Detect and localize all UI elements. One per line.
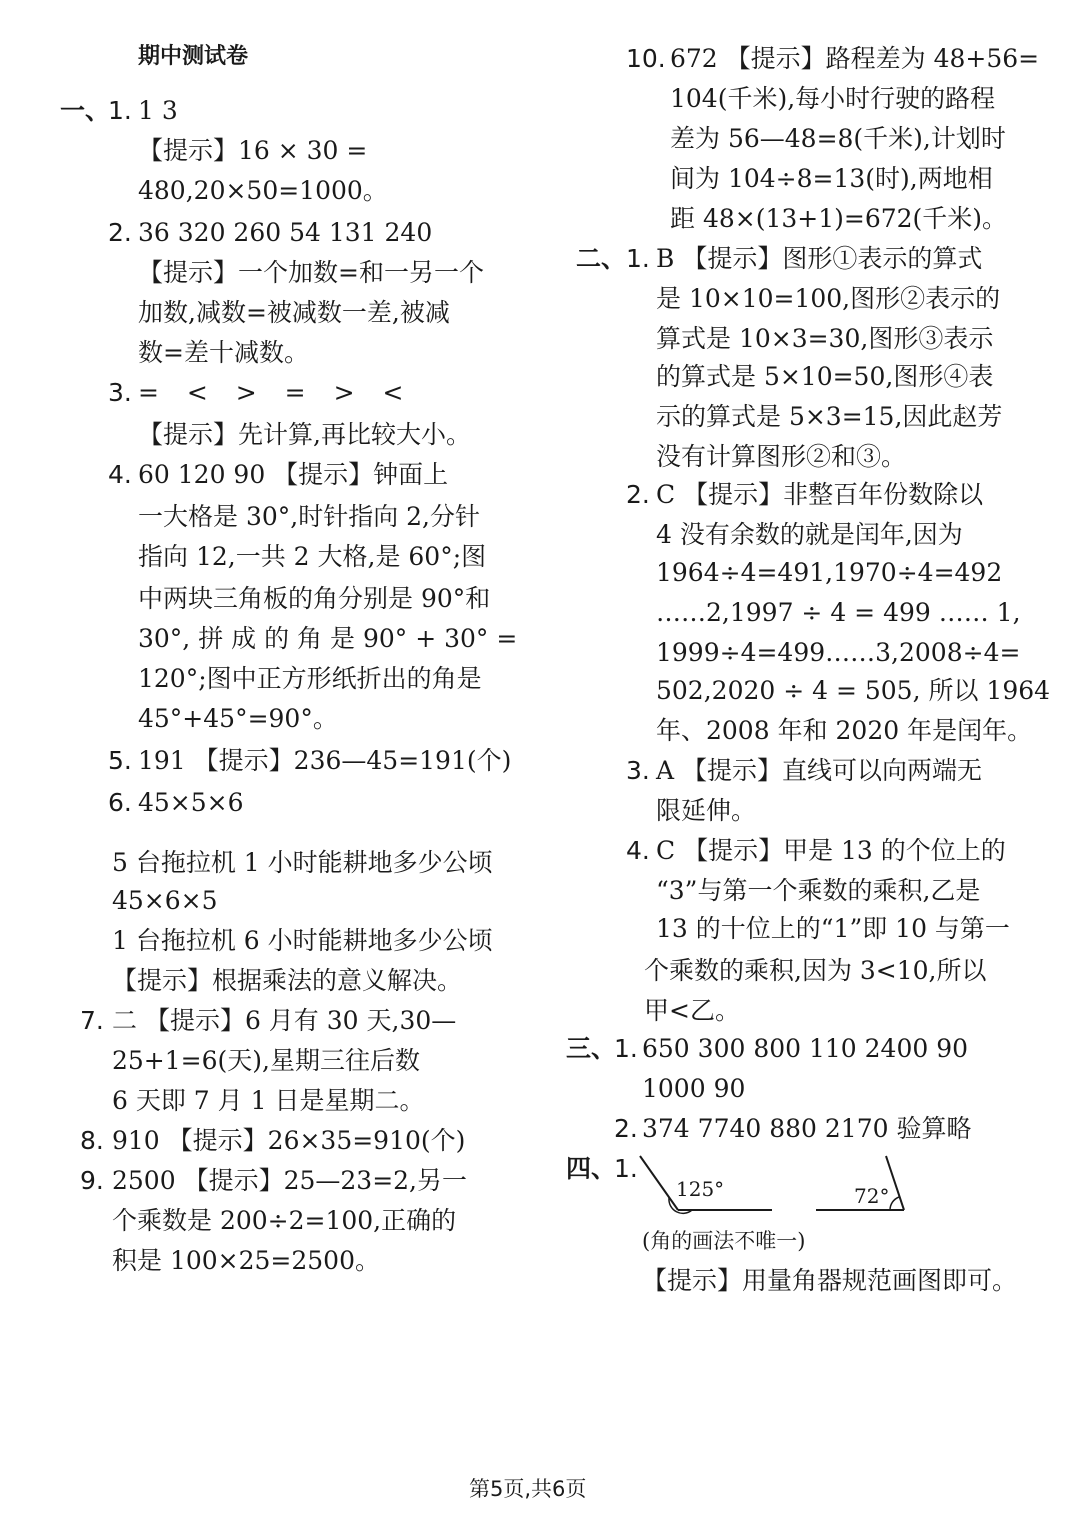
- page-title: 期中测试卷: [138, 44, 249, 69]
- q10-answer: 672 【提示】路程差为 48+56=: [670, 44, 1040, 73]
- s2q2-hint: ……2,1997 ÷ 4 = 499 …… 1,: [656, 598, 1021, 627]
- s2q2-hint: 4 没有余数的就是闰年,因为: [656, 520, 963, 549]
- q6-hint: 【提示】根据乘法的意义解决。: [112, 966, 463, 995]
- s4q1-number: 1.: [614, 1154, 638, 1183]
- q8-answer: 910 【提示】26×35=910(个): [112, 1126, 466, 1155]
- angle-72-figure: [816, 1156, 904, 1210]
- q8-number: 8.: [80, 1126, 104, 1155]
- section-1-label: 一、: [60, 96, 111, 125]
- q1-number: 1.: [108, 96, 132, 125]
- s2q1-hint: 没有计算图形②和③。: [656, 442, 907, 471]
- q2-hint: 数=差十减数。: [138, 338, 309, 367]
- q2-answer: 36 320 260 54 131 240: [138, 218, 433, 247]
- q7-hint: 6 天即 7 月 1 日是星期二。: [112, 1086, 425, 1115]
- q4-hint: 45°+45°=90°。: [138, 704, 338, 733]
- s2q1-hint: 算式是 10×3=30,图形③表示: [656, 324, 994, 353]
- q6-answer-alt: 45×6×5: [112, 886, 218, 915]
- q1-hint: 480,20×50=1000。: [138, 176, 388, 205]
- q7-hint: 25+1=6(天),星期三往后数: [112, 1046, 420, 1075]
- s4q1-hint: 【提示】用量角器规范画图即可。: [642, 1266, 1018, 1295]
- s3q2-number: 2.: [614, 1114, 638, 1143]
- section-2-label: 二、: [576, 244, 627, 273]
- s3q1-answer: 650 300 800 110 2400 90: [642, 1034, 969, 1063]
- q4-hint: 120°;图中正方形纸折出的角是: [138, 664, 482, 693]
- s2q1-hint: 示的算式是 5×3=15,因此赵芳: [656, 402, 1003, 431]
- q5-number: 5.: [108, 746, 132, 775]
- s2q4-answer: C 【提示】甲是 13 的个位上的: [656, 836, 1006, 865]
- s2q1-answer: B 【提示】图形①表示的算式: [656, 244, 983, 273]
- s2q2-hint: 1964÷4=491,1970÷4=492: [656, 558, 1003, 587]
- s3q1-number: 1.: [614, 1034, 638, 1063]
- q1-answer: 1 3: [138, 96, 178, 125]
- q10-hint: 差为 56—48=8(千米),计划时: [670, 124, 1006, 153]
- q3-number: 3.: [108, 378, 132, 407]
- angle-125-label: 125°: [676, 1177, 725, 1201]
- q2-hint: 【提示】一个加数=和一另一个: [138, 258, 484, 287]
- q4-hint: 中两块三角板的角分别是 90°和: [138, 584, 491, 613]
- q2-hint: 加数,减数=被减数一差,被减: [138, 298, 450, 327]
- q4-number: 4.: [108, 460, 132, 489]
- q10-hint: 间为 104÷8=13(时),两地相: [670, 164, 993, 193]
- q4-answer: 60 120 90 【提示】钟面上: [138, 460, 449, 489]
- q6-number: 6.: [108, 788, 132, 817]
- q9-hint: 个乘数是 200÷2=100,正确的: [112, 1206, 457, 1235]
- s2q4-number: 4.: [626, 836, 650, 865]
- s2q4-hint: “3”与第一个乘数的乘积,乙是: [656, 876, 981, 905]
- s2q2-hint: 502,2020 ÷ 4 = 505, 所以 1964: [656, 676, 1051, 705]
- s2q4-hint: 个乘数的乘积,因为 3<10,所以: [644, 956, 987, 985]
- q4-hint: 30°, 拼 成 的 角 是 90° + 30° =: [138, 624, 518, 653]
- s2q2-hint: 年、2008 年和 2020 年是闰年。: [656, 716, 1033, 745]
- s2q3-number: 3.: [626, 756, 650, 785]
- s2q2-hint: 1999÷4=499……3,2008÷4=: [656, 638, 1021, 667]
- q3-answer: = < > = > <: [138, 378, 414, 407]
- q7-answer: 二 【提示】6 月有 30 天,30—: [112, 1006, 457, 1035]
- q10-hint: 104(千米),每小时行驶的路程: [670, 84, 996, 113]
- angle-125-figure: [640, 1156, 772, 1213]
- page-footer: 第5页,共6页: [469, 1477, 587, 1501]
- q4-hint: 指向 12,一共 2 大格,是 60°;图: [138, 542, 487, 571]
- angle-72-label: 72°: [854, 1184, 890, 1208]
- q9-answer: 2500 【提示】25—23=2,另一: [112, 1166, 467, 1195]
- q4-hint: 一大格是 30°,时针指向 2,分针: [138, 502, 481, 531]
- s2q3-answer: A 【提示】直线可以向两端无: [656, 756, 983, 785]
- angle-125-ray: [640, 1156, 678, 1210]
- angle-72-arc: [890, 1197, 899, 1210]
- s2q1-hint: 的算式是 5×10=50,图形④表: [656, 362, 994, 391]
- q6-answer: 45×5×6: [138, 788, 244, 817]
- q5-answer: 191 【提示】236—45=191(个): [138, 746, 512, 775]
- s4q1-note: (角的画法不唯一): [642, 1229, 806, 1253]
- section-4-label: 四、: [566, 1154, 617, 1183]
- q6-explanation: 1 台拖拉机 6 小时能耕地多少公顷: [112, 926, 493, 955]
- q6-explanation: 5 台拖拉机 1 小时能耕地多少公顷: [112, 848, 493, 877]
- s2q4-hint: 13 的十位上的“1”即 10 与第一: [656, 914, 1010, 943]
- s3q2-answer: 374 7740 880 2170 验算略: [642, 1114, 972, 1143]
- q10-hint: 距 48×(13+1)=672(千米)。: [670, 204, 1008, 233]
- q1-hint: 【提示】16 × 30 =: [138, 136, 368, 165]
- q9-number: 9.: [80, 1166, 104, 1195]
- angle-drawings: [636, 1150, 926, 1220]
- s2q1-hint: 是 10×10=100,图形②表示的: [656, 284, 1001, 313]
- q7-number: 7.: [80, 1006, 104, 1035]
- s2q3-hint: 限延伸。: [656, 796, 757, 825]
- q3-hint: 【提示】先计算,再比较大小。: [138, 420, 471, 449]
- s2q4-hint: 甲<乙。: [644, 996, 740, 1025]
- s2q1-number: 1.: [626, 244, 650, 273]
- s3q1-answer-cont: 1000 90: [642, 1074, 746, 1103]
- q9-hint: 积是 100×25=2500。: [112, 1246, 380, 1275]
- s2q2-answer: C 【提示】非整百年份数除以: [656, 480, 984, 509]
- s2q2-number: 2.: [626, 480, 650, 509]
- q2-number: 2.: [108, 218, 132, 247]
- q10-number: 10.: [626, 44, 666, 73]
- section-3-label: 三、: [566, 1034, 617, 1063]
